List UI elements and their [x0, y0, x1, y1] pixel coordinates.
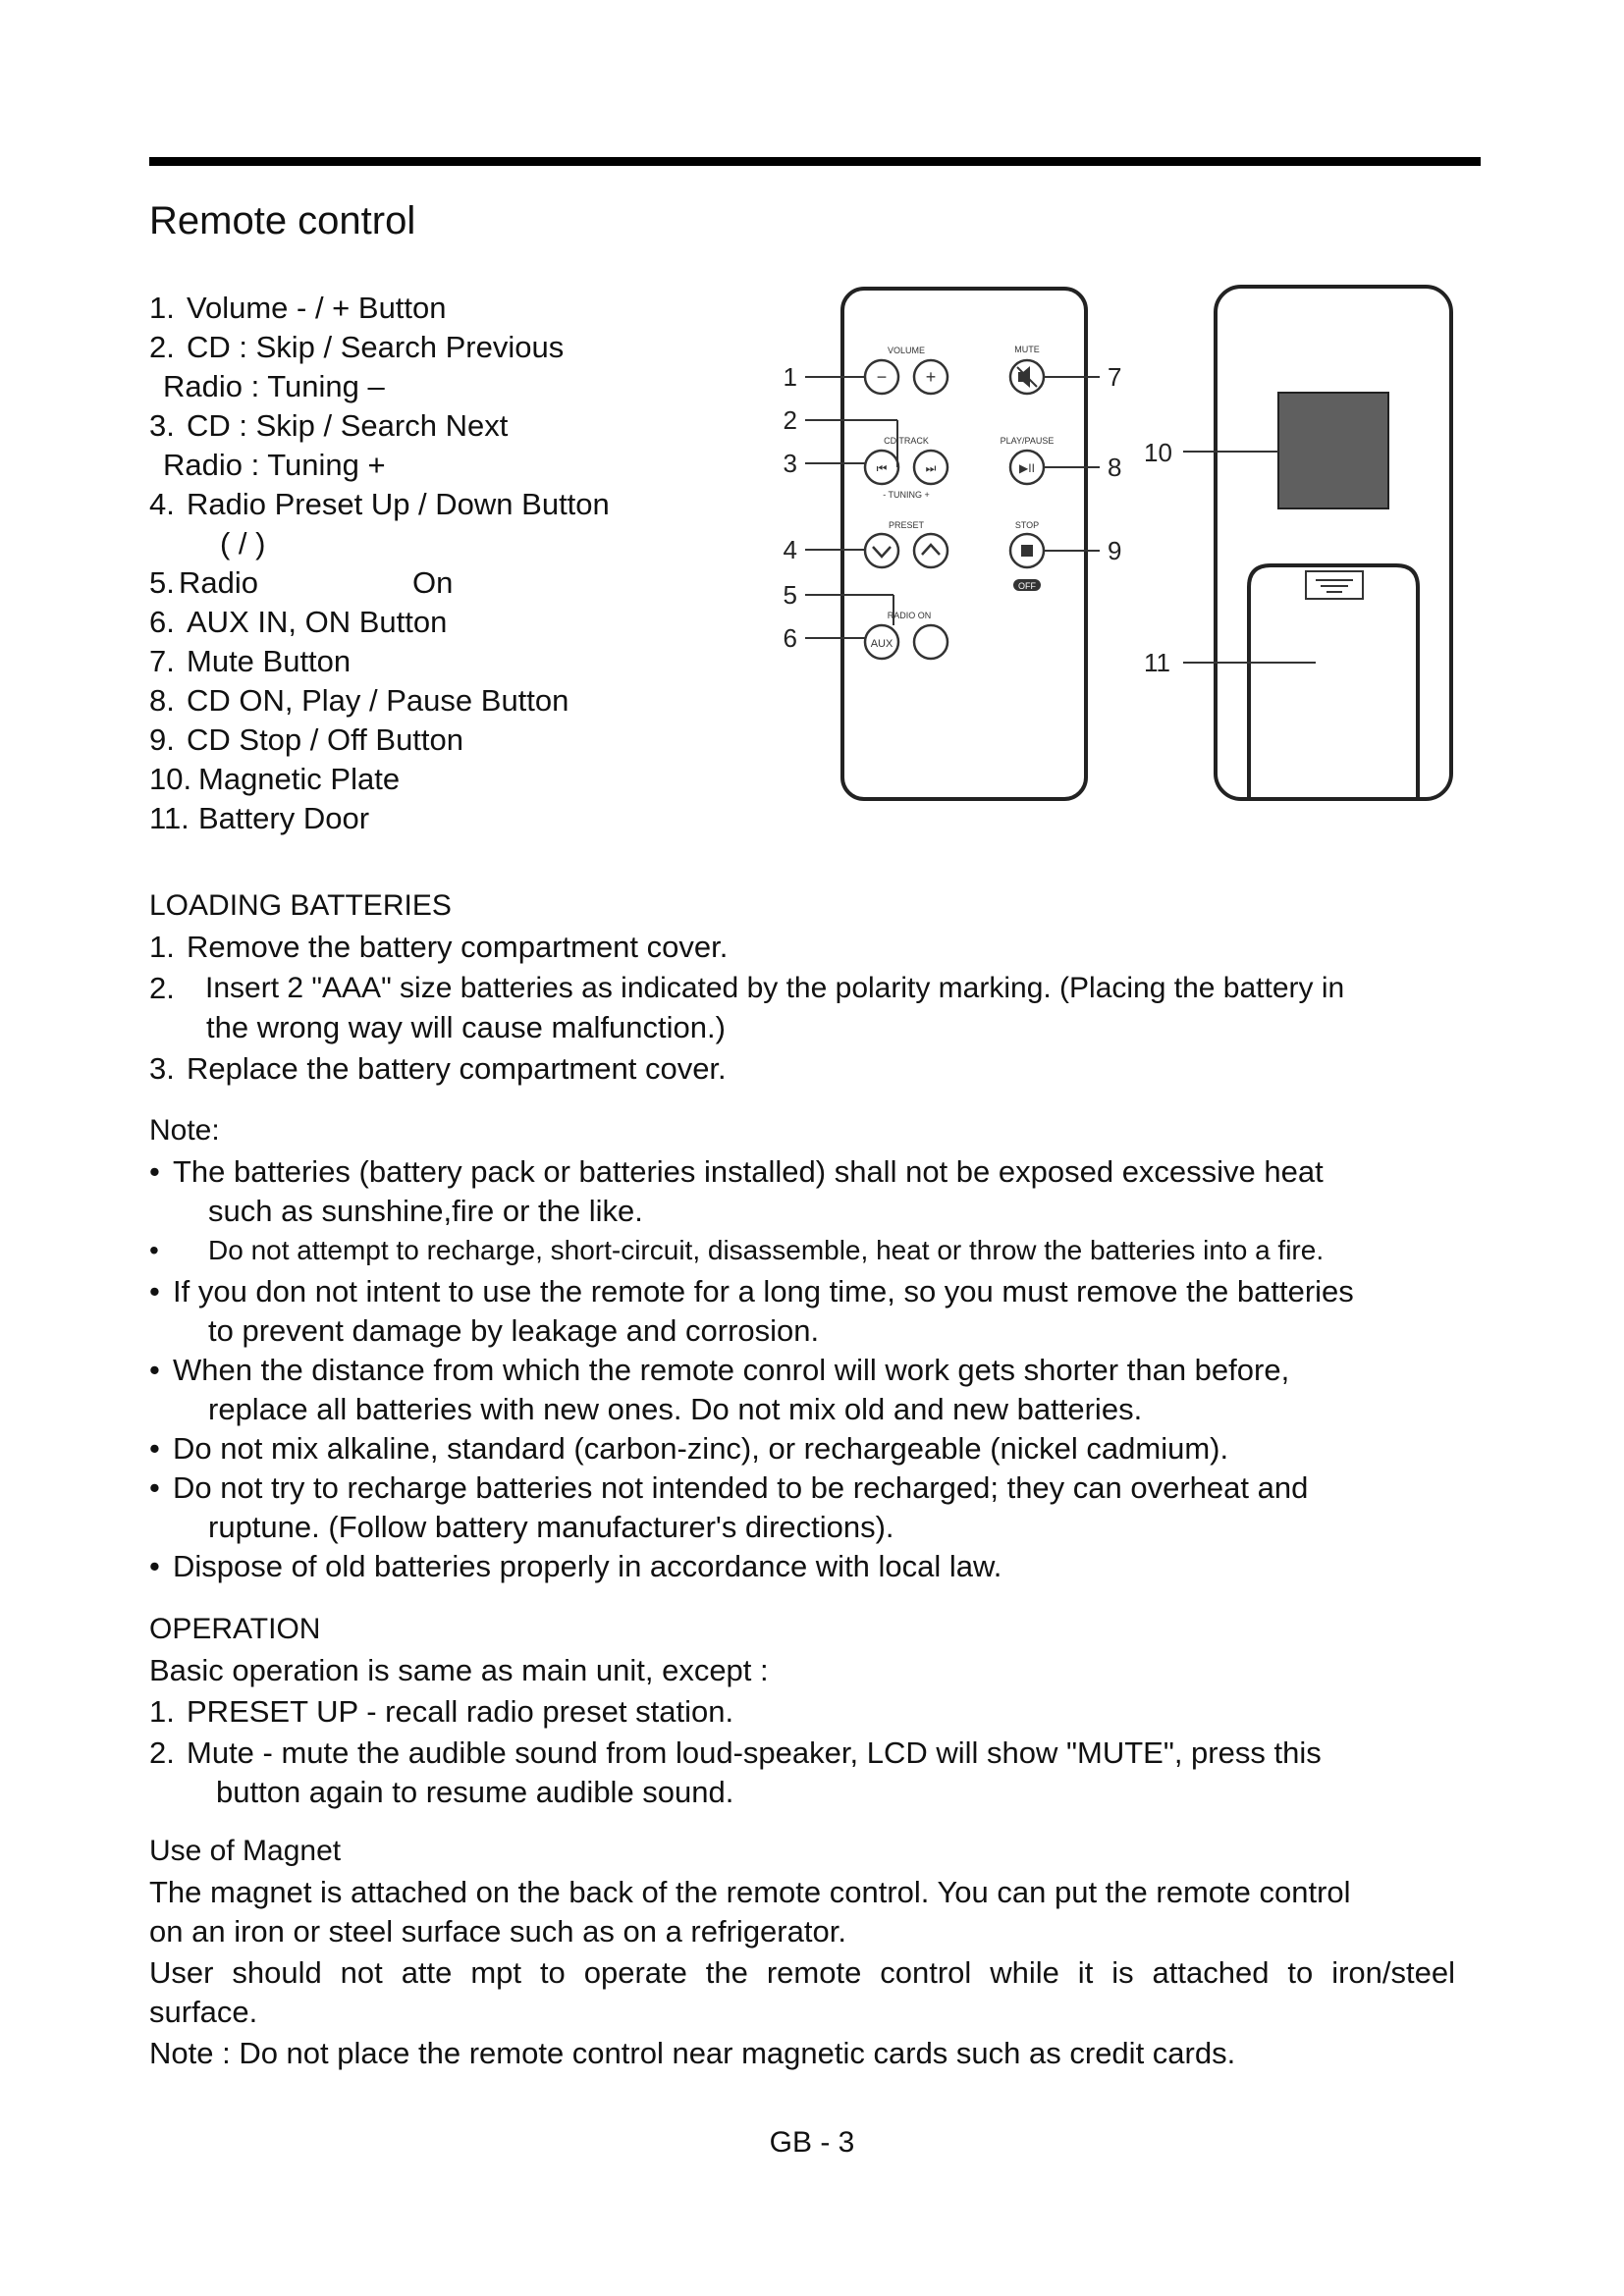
callout-5: 5 [783, 580, 797, 610]
list-item: 1. PRESET UP - recall radio preset station. [149, 1694, 734, 1729]
preset-arrows-text: ( / ) [220, 526, 266, 561]
list-item: 1. Remove the battery compartment cover. [149, 930, 729, 964]
list-item: • The batteries (battery pack or batteries installed) shall not be exposed excessive heat such as sunshine,fire or the like. [149, 1154, 1324, 1228]
battery-door [1249, 565, 1418, 797]
remote-diagram [776, 275, 1483, 805]
list-item: • Do not try to recharge batteries not intended to be recharged; they can overheat and ruptune. (Follow battery manufacturer's directions). [149, 1470, 1309, 1544]
play-pause-label: PLAY/PAUSE [1000, 436, 1055, 446]
stop-icon [1021, 545, 1033, 557]
callout-11: 11 [1144, 648, 1170, 677]
callout-2: 2 [783, 405, 797, 435]
callout-1: 1 [783, 362, 797, 392]
stop-label: STOP [1014, 520, 1040, 530]
top-rule [149, 157, 1481, 166]
list-item: 3. CD : Skip / Search Next [149, 408, 509, 443]
preset-arrows-line [149, 524, 660, 563]
list-item: 7. Mute Button [149, 644, 352, 678]
list-item: 11. Battery Door [149, 801, 370, 835]
mute-label: MUTE [1014, 345, 1040, 354]
note-heading: Note: [149, 1114, 220, 1147]
skip-previous-icon: ⏮ [876, 461, 888, 475]
list-item: • Dispose of old batteries properly in accordance with local law. [149, 1549, 1002, 1583]
loading-batteries-heading: LOADING BATTERIES [149, 889, 452, 922]
preset-down-button [865, 534, 898, 567]
skip-next-icon: ⏭ [925, 461, 937, 475]
list-item: 8. CD ON, Play / Pause Button [149, 683, 569, 718]
callout-3: 3 [783, 449, 797, 478]
magnet-note: Note : Do not place the remote control near magnetic cards such as credit cards. [149, 2036, 1236, 2070]
list-item-sub: Radio : Tuning – [163, 369, 385, 403]
play-pause-icon: ▶II [1019, 461, 1035, 475]
page-title: Remote control [149, 199, 416, 242]
list-item: • Do not attempt to recharge, short-circuit, disassemble, heat or throw the batteries into a fire. [149, 1235, 1325, 1265]
magnet-paragraph-2: User should not atte mpt to operate the remote control while it is attached to iron/steel surface. [149, 1955, 1455, 2029]
list-item: 2. Mute - mute the audible sound from loud-speaker, LCD will show "MUTE", press this button again to resume audible sound. [149, 1735, 1322, 1809]
callout-7: 7 [1108, 362, 1122, 392]
list-item: 4. Radio Preset Up / Down Button [149, 487, 610, 521]
cd-track-label: CD TRACK [884, 436, 929, 446]
callout-8: 8 [1108, 453, 1122, 482]
preset-up-button [914, 534, 947, 567]
radio-on-button [914, 625, 947, 659]
magnet-paragraph-1: The magnet is attached on the back of the remote control. You can put the remote control on an iron or steel surface such as on a refrigerator. [149, 1875, 1351, 1949]
page-number: GB - 3 [769, 2126, 855, 2159]
magnet-heading: Use of Magnet [149, 1835, 342, 1867]
list-item: 5. Radio On [149, 565, 454, 600]
volume-label: VOLUME [887, 346, 926, 355]
operation-intro: Basic operation is same as main unit, except : [149, 1653, 769, 1687]
list-item: • When the distance from which the remote conrol will work gets shorter than before, replace all batteries with new ones. Do not mix old and new batteries. [149, 1353, 1290, 1426]
loading-batteries-section [149, 886, 1485, 1089]
list-item-sub: Radio : Tuning + [163, 448, 386, 482]
list-item: 3. Replace the battery compartment cover. [149, 1051, 727, 1086]
list-item: • Do not mix alkaline, standard (carbon-zinc), or rechargeable (nickel cadmium). [149, 1431, 1229, 1466]
radio-on-label: RADIO ON [887, 611, 932, 620]
list-item: 10. Magnetic Plate [149, 762, 401, 796]
list-item: 2. CD : Skip / Search Previous [149, 330, 565, 364]
operation-section [149, 1610, 1485, 1812]
list-item: 6. AUX IN, ON Button [149, 605, 448, 639]
callout-9: 9 [1108, 536, 1122, 565]
operation-heading: OPERATION [149, 1613, 321, 1645]
list-item: • If you don not intent to use the remote for a long time, so you must remove the batteries to prevent damage by leakage and corrosion. [149, 1274, 1354, 1348]
callout-4: 4 [783, 535, 797, 564]
list-item: 9. CD Stop / Off Button [149, 722, 464, 757]
tuning-label: - TUNING + [883, 490, 930, 500]
magnet-section [149, 1832, 1455, 2073]
callout-10: 10 [1144, 438, 1172, 467]
parts-list [149, 289, 660, 838]
off-label: OFF [1018, 581, 1036, 591]
callout-6: 6 [783, 623, 797, 653]
magnetic-plate [1278, 393, 1388, 508]
aux-label: AUX [870, 638, 893, 650]
list-item: 1. Volume - / + Button [149, 291, 447, 325]
note-section [149, 1111, 1485, 1586]
minus-icon: − [876, 367, 888, 387]
plus-icon: + [925, 367, 937, 387]
preset-label: PRESET [888, 520, 925, 530]
list-item: 2. Insert 2 "AAA" size batteries as indicated by the polarity marking. (Placing the battery in the wrong way will cause malfunction.) [149, 971, 1345, 1044]
